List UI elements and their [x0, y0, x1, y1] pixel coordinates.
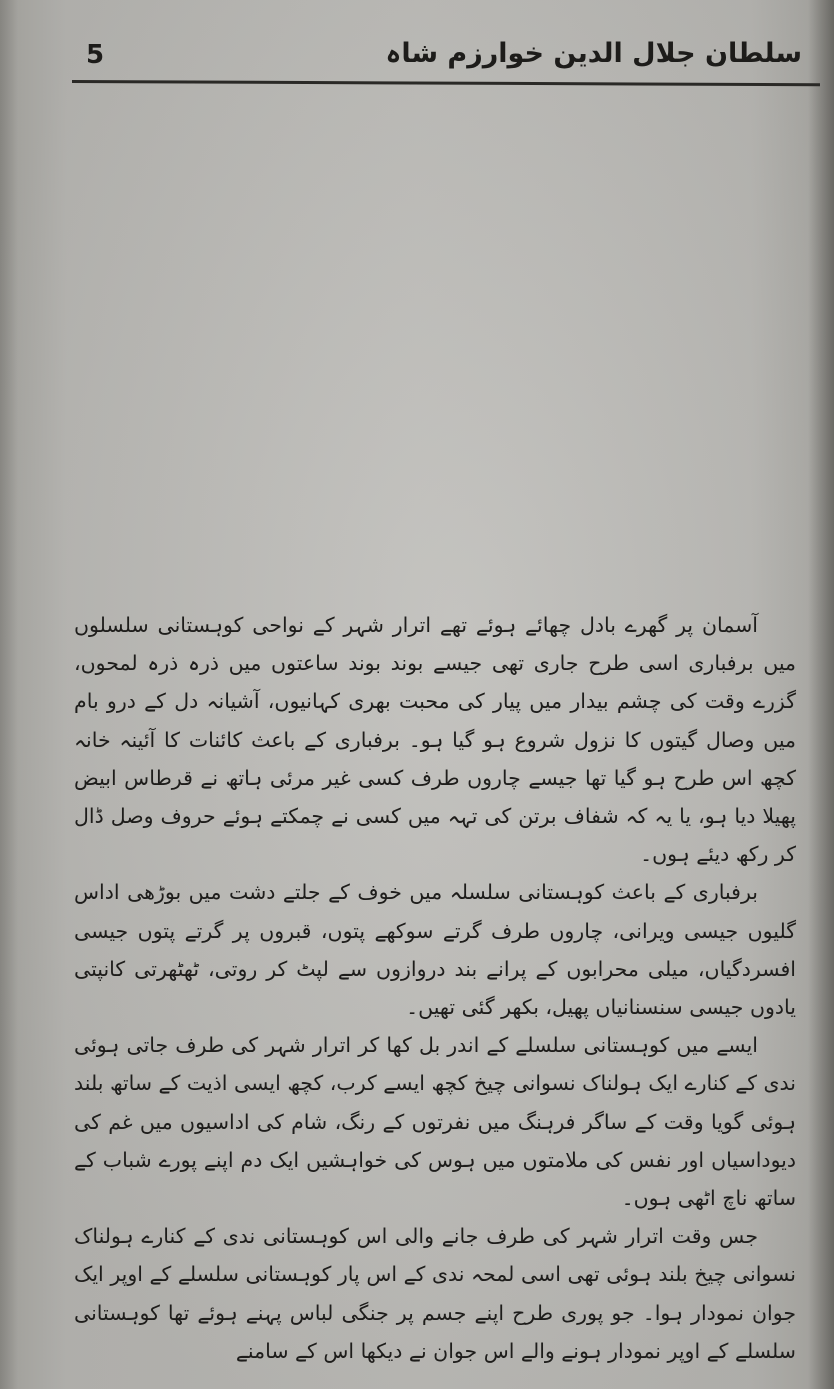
body-text [74, 606, 796, 1370]
page-gutter-shadow [0, 0, 18, 1389]
page-edge-shadow [808, 0, 834, 1389]
header-rule [72, 80, 820, 86]
book-title: سلطان جلال الدین خوارزم شاہ [385, 38, 802, 69]
page-number: 5 [86, 40, 105, 70]
paragraph-2: برفباری کے باعث کوہستانی سلسلہ میں خوف کے جلتے دشت میں بوڑھی اداس گلیوں جیسی ویرانی، چاروں طرف گرتے سوکھے پتوں، قبروں پر گرتے پتوں جیسی افسردگیاں، میلی محرابوں کے پرانے بند دروازوں سے لپٹ کر روتی، ٹھٹھرتی کانپتی یادوں جیسی سنسنانیاں پھیل، بکھر گئی تھیں۔ [74, 880, 796, 1020]
paragraph-3: ایسے میں کوہستانی سلسلے کے اندر بل کھا کر اترار شہر کی طرف جاتی ہوئی ندی کے کنارے ایک ہولناک نسوانی چیخ کچھ ایسے کرب، کچھ ایسی اذیت کے ساتھ بلند ہوئی گویا وقت کے ساگر فرہنگ میں نفرتوں کے رنگ، شام کی اداسیوں میں غم کی دیوداسیاں اور نفس کی ملامتوں میں ہوس کی خواہشیں ایک دم اپنے پورے شباب کے ساتھ ناچ اٹھی ہوں۔ [74, 1033, 796, 1211]
paragraph-4: جس وقت اترار شہر کی طرف جانے والی اس کوہستانی ندی کے کنارے ہولناک نسوانی چیخ بلند ہوئی تھی اسی لمحہ ندی کے اس پار کوہستانی سلسلے کے اوپر ایک جوان نمودار ہوا۔ جو پوری طرح اپنے جسم پر جنگی لباس پہنے ہوئے تھا کوہستانی سلسلے کے اوپر نمودار ہونے والے اس جوان نے دیکھا اس کے سامنے [74, 1224, 796, 1363]
paragraph-1: آسمان پر گھرے بادل چھائے ہوئے تھے اترار شہر کے نواحی کوہستانی سلسلوں میں برفباری اسی طرح جاری تھی جیسے بوند بوند ساعتوں میں ذرہ ذرہ لمحوں، گزرے وقت کی چشم بیدار میں پیار کی محبت بھری کہانیوں، آشیانہ دل کے درو بام میں وصال گیتوں کا نزول شروع ہو گیا ہو۔ برفباری کے باعث کائنات کا آئینہ خانہ کچھ اس طرح ہو گیا تھا جیسے چاروں طرف کسی غیر مرئی ہاتھ نے قرطاس ابیض پھیلا دیا ہو، یا یہ کہ شفاف برتن کی تہہ میں کسی نے چمکتے ہوئے حروف وصل ڈال کر رکھ دیئے ہوں۔ [74, 613, 796, 867]
page-header [72, 28, 820, 88]
